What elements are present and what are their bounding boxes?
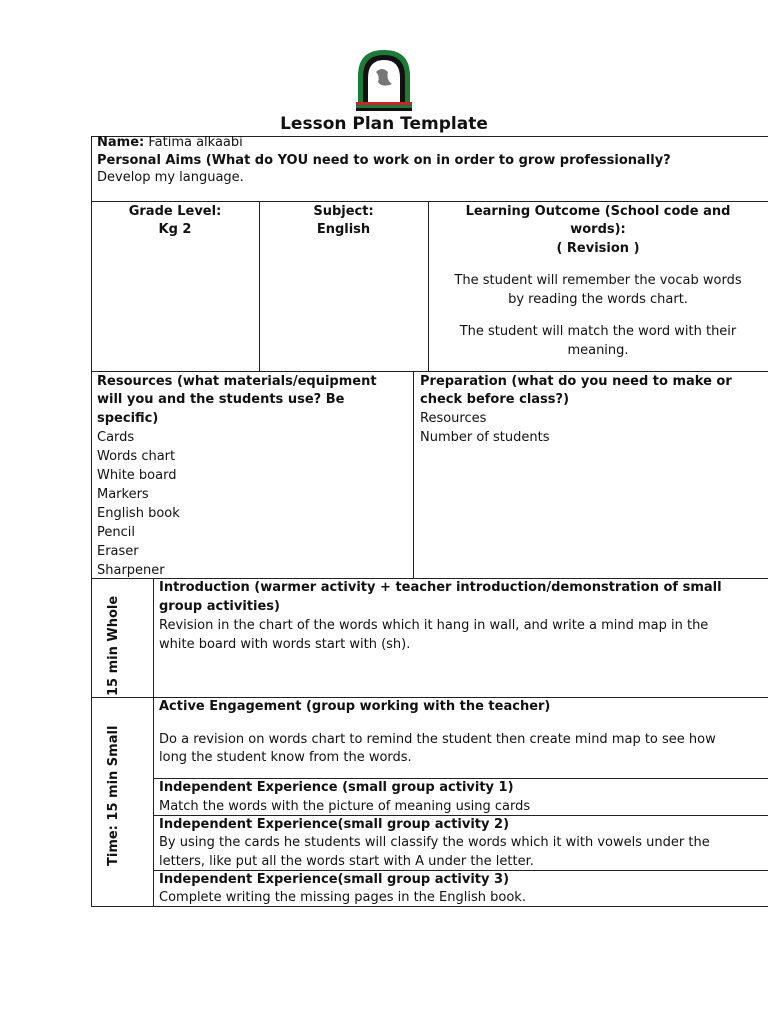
small-time-label: Time: 15 min Small <box>106 725 121 866</box>
active-engagement-text: Do a revision on words chart to remind the student then create mind map to see how <box>159 732 716 747</box>
name-label: Name: <box>97 135 145 150</box>
introduction-label: group activities) <box>159 599 280 614</box>
independent-2-label: Independent Experience(small group activity 2) <box>159 817 510 832</box>
independent-1-label: Independent Experience (small group activity 1) <box>159 780 514 795</box>
preparation-label: check before class?) <box>420 392 570 407</box>
resource-item: Eraser <box>97 544 139 559</box>
col-divider <box>153 578 154 907</box>
introduction-label: Introduction (warmer activity + teacher introduction/demonstration of small <box>159 580 722 595</box>
independent-2-text: By using the cards he students will classify the words which it with vowels under the <box>159 835 710 850</box>
table-border-left <box>91 136 92 907</box>
resource-item: Pencil <box>97 525 135 540</box>
personal-aims-value: Develop my language. <box>97 170 244 185</box>
resource-item: White board <box>97 468 177 483</box>
active-engagement-text: long the student know from the words. <box>159 750 412 765</box>
active-engagement-label: Active Engagement (group working with the teacher) <box>159 699 551 714</box>
row-divider <box>91 201 768 202</box>
preparation-item: Resources <box>420 411 487 426</box>
outcome-label: Learning Outcome (School code and <box>465 204 731 219</box>
outcome-text: The student will match the word with their <box>459 324 737 339</box>
resources-label: will you and the students use? Be <box>97 392 345 407</box>
outcome-label: ( Revision ) <box>556 241 640 256</box>
school-logo <box>352 46 416 112</box>
subject-value: English <box>316 222 371 237</box>
independent-3-label: Independent Experience(small group activity 3) <box>159 872 510 887</box>
outcome-text: by reading the words chart. <box>508 292 688 307</box>
introduction-text: Revision in the chart of the words which it hang in wall, and write a mind map in the <box>159 618 709 633</box>
resource-item: Markers <box>97 487 149 502</box>
subject-label: Subject: <box>313 204 374 219</box>
resource-item: Sharpener <box>97 563 165 578</box>
introduction-text: white board with words start with (sh). <box>159 637 411 652</box>
outcome-text: meaning. <box>567 343 629 358</box>
page-title: Lesson Plan Template <box>280 114 488 134</box>
preparation-label: Preparation (what do you need to make or <box>420 374 732 389</box>
grade-label: Grade Level: <box>128 204 222 219</box>
independent-3-text: Complete writing the missing pages in the English book. <box>159 890 526 905</box>
whole-time-label: 15 min Whole <box>106 595 121 696</box>
resource-item: Cards <box>97 430 135 445</box>
personal-aims-label: Personal Aims (What do YOU need to work on in order to grow professionally? <box>97 153 671 168</box>
col-divider <box>413 371 414 579</box>
name-row <box>97 134 243 153</box>
resources-label: Resources (what materials/equipment <box>97 374 377 389</box>
independent-1-text: Match the words with the picture of meaning using cards <box>159 799 531 814</box>
name-value: Fatima alkaabi <box>148 135 243 150</box>
resources-label: specific) <box>97 411 159 426</box>
preparation-item: Number of students <box>420 430 550 445</box>
resource-item: Words chart <box>97 449 176 464</box>
outcome-label: words): <box>570 222 626 237</box>
independent-2-text: letters, like put all the words start with A under the letter. <box>159 854 534 869</box>
grade-value: Kg 2 <box>158 222 192 237</box>
outcome-text: The student will remember the vocab words <box>454 273 742 288</box>
row-divider <box>91 371 768 372</box>
resource-item: English book <box>97 506 180 521</box>
